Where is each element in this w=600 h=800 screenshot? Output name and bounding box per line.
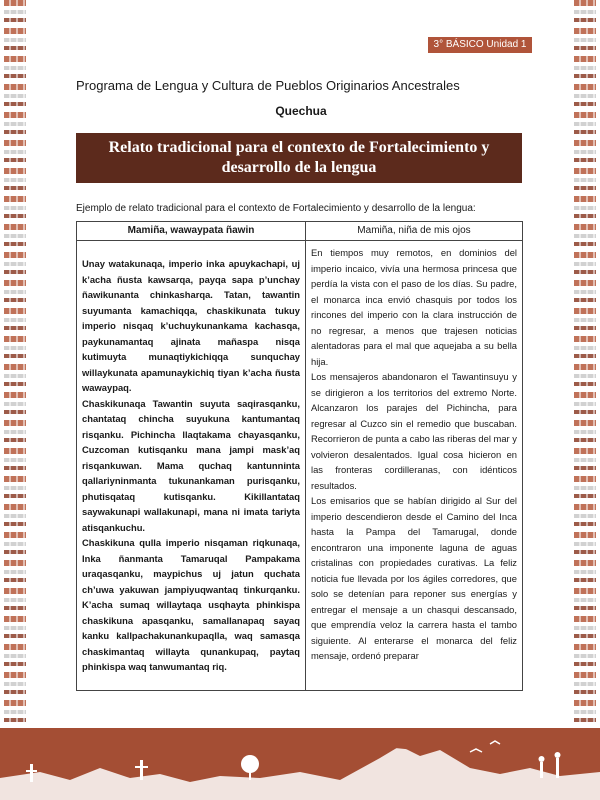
landscape-illustration bbox=[0, 728, 600, 800]
right-decorative-border bbox=[574, 0, 596, 740]
quechua-paragraph: Unay watakunaqa, imperio inka apuykachapi, uj k’acha ñusta kawsarqa, payqa sapa p’unchay ñawikunanta chinkasharqa. Tatan, tawantin suyumanta kamachiqqa, chaskikunata tukuy imperio nisqaq k’uchuykunankama kachasqa, paykunamantaq ajinata mañaspa nisqa kutimuyta munaqtiykichiqqa sunquchay willaykunata apamunaykichiq tiyan k’acha ñusta wawaypaq. bbox=[82, 258, 300, 393]
header-spanish: Mamiña, niña de mis ojos bbox=[306, 222, 522, 241]
quechua-paragraph: Chaskikuna qulla imperio nisqaman riqkunaqa, Inka ñanmanta Tamaruqal Pampakama uraqasqanku, maypichus uj jatun quchata ch’uwa yakuwan jampiyuqwantaq tinkurqanku. K’acha sumaq willaytaqa usqhayta phinkispa chaskikuna apasqanku, samallanapaq sayaq kanku kallpachakunankupaqlla, waq samasqa chaskimantaq willayta qunankupaq, paytaq phinkispa waq tanwumantaq riq. bbox=[82, 537, 300, 672]
program-title: Programa de Lengua y Cultura de Pueblos Originarios Ancestrales bbox=[76, 78, 460, 93]
spanish-paragraph: Los mensajeros abandonaron el Tawantinsuyu y se dirigieron a los territorios del extremo Norte. Alcanzaron los parajes del Pichincha, para regresar al Cuzco sin el remedio que buscaban. Recorrieron de punta a cabo las riberas del mar y volvieron desalentados. Igual cosa hicieron en las fronteras cordilleranas, con idénticos resultados. bbox=[311, 371, 517, 491]
quechua-text-cell bbox=[77, 241, 306, 690]
spanish-text-cell bbox=[306, 241, 522, 690]
grade-unit-badge: 3° BÁSICO Unidad 1 bbox=[428, 37, 532, 53]
story-table bbox=[76, 221, 523, 691]
header-quechua: Mamiña, wawaypata ñawin bbox=[77, 222, 306, 241]
spanish-paragraph: Los emisarios que se habían dirigido al Sur del imperio descendieron desde el Camino del Inca hasta la Pampa del Tamarugal, donde encontraron una imponente laguna de aguas cristalinas con propiedades curativas. La feliz noticia fue llevada por los ágiles corredores, que solo se detenían para reponer sus energías y entregar el mensaje a un chasqui descansado, que emprendía veloz la carrera hasta el tambo siguiente. Al enterarse el monarca del feliz mensaje, ordenó preparar bbox=[311, 495, 517, 661]
banner-title: Relato tradicional para el contexto de Fortalecimiento y desarrollo de la lengua bbox=[108, 139, 490, 176]
footer-landscape-band bbox=[0, 728, 600, 800]
section-banner bbox=[76, 133, 522, 183]
intro-text: Ejemplo de relato tradicional para el contexto de Fortalecimiento y desarrollo de la lengua: bbox=[76, 203, 476, 214]
language-heading: Quechua bbox=[275, 104, 327, 118]
left-decorative-border bbox=[4, 0, 26, 740]
spanish-paragraph: En tiempos muy remotos, en dominios del imperio incaico, vivía una hermosa princesa que perdía la vista con el paso de los días. Su padre, el monarca inca envió chasquis por todos los rincones del imperio con la clara instrucción de no regresar, a menos que trajesen noticias alentadoras para el mal que aquejaba a su bella hija. bbox=[311, 247, 517, 367]
quechua-paragraph: Chaskikunaqa Tawantin suyuta saqirasqanku, chantataq chincha suyukuna kantumantaq risqanku. Pichincha llaqtakama chayasqanku, Cuzcoman kutisqanku mana jampi mask’aq risqankuwan. Mama quchaq kantunninta qallariyninmanta tukunankaman purisqanku, phutisqataq kutisqanku. Kikillantataq saywakunapi wallakunapi, mana ni imata tariyta atisqankuchu. bbox=[82, 397, 300, 533]
